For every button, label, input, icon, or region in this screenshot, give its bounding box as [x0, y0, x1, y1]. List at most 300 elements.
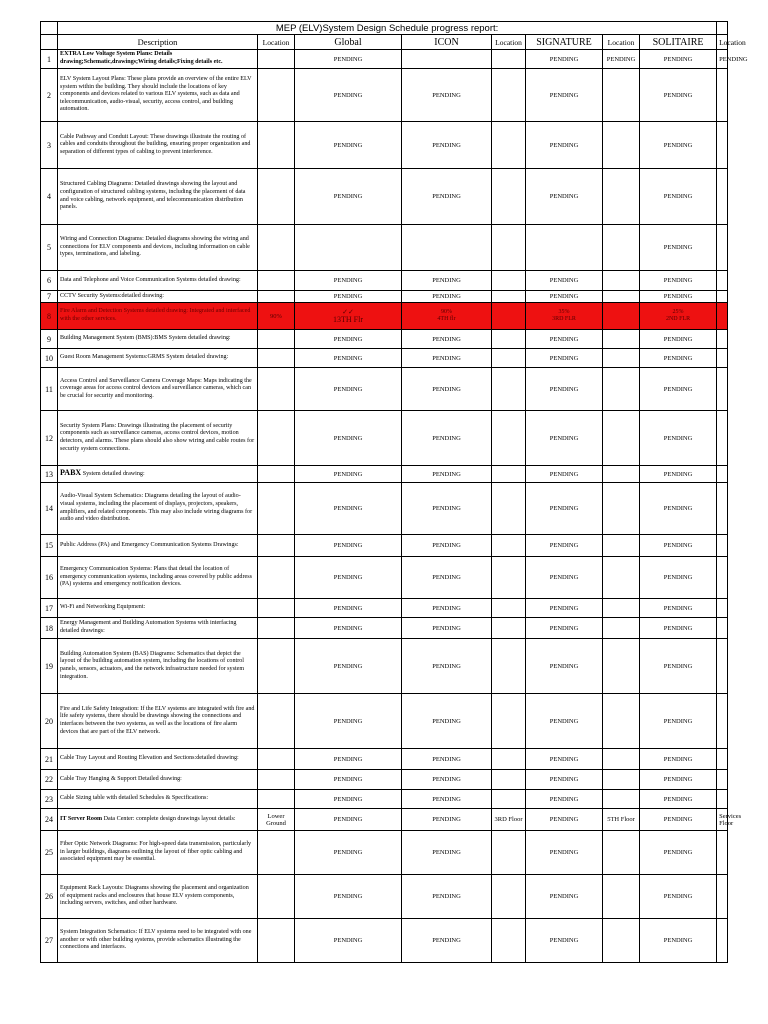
- location-global: [258, 50, 295, 69]
- description-text: Wi-Fi and Networking Equipment:: [60, 604, 146, 611]
- description-text: Cable Tray Layout and Routing Elevation and Sections:detailed drawing:: [60, 755, 239, 762]
- location-icon: [492, 225, 526, 271]
- status-signature: PENDING: [526, 330, 603, 349]
- table-row: [41, 411, 728, 466]
- location-solitaire: [717, 790, 728, 809]
- status-global: PENDING: [295, 749, 402, 770]
- location-signature: 5TH Floor: [603, 809, 640, 831]
- row-description: [58, 69, 258, 122]
- row-number: 10: [41, 349, 58, 368]
- signature-floor: 3RD FLR: [552, 316, 576, 322]
- location-global: [258, 368, 295, 411]
- row-number: 1: [41, 50, 58, 69]
- status-signature: PENDING: [526, 122, 603, 169]
- global-floor: 13TH Flr: [333, 314, 363, 324]
- col-location-icon: Location: [492, 35, 526, 50]
- status-solitaire: PENDING: [640, 535, 717, 557]
- title-row: [41, 22, 728, 35]
- status-icon: PENDING: [402, 411, 492, 466]
- location-global: [258, 770, 295, 790]
- row-description: [58, 694, 258, 749]
- table-row: [41, 557, 728, 599]
- location-signature: [603, 535, 640, 557]
- location-icon: [492, 557, 526, 599]
- description-text: Fire and Life Safety Integration: If the ELV systems are integrated with fire and life safety systems, there should be drawings showing the connections and interfaces between the two systems, as well as the locations of fire alarm devices that are part of the ELV network.: [60, 705, 255, 735]
- status-icon: PENDING: [402, 483, 492, 535]
- location-global: [258, 749, 295, 770]
- status-solitaire: PENDING: [640, 466, 717, 483]
- location-global: 90%: [258, 303, 295, 330]
- row-number: 18: [41, 618, 58, 639]
- status-signature: PENDING: [526, 809, 603, 831]
- status-signature: PENDING: [526, 271, 603, 291]
- row-number: 17: [41, 599, 58, 618]
- table-row: [41, 225, 728, 271]
- description-text: Equipment Rack Layouts: Diagrams showing the placement and organization of equipment racks and enclosures that house ELV system components, including servers, switches, and other hardware.: [60, 885, 249, 907]
- status-signature: PENDING: [526, 919, 603, 963]
- location-global: [258, 639, 295, 694]
- row-description: [58, 349, 258, 368]
- status-icon: PENDING: [402, 122, 492, 169]
- location-icon: [492, 749, 526, 770]
- status-global: PENDING: [295, 466, 402, 483]
- status-global: PENDING: [295, 291, 402, 303]
- location-solitaire: [717, 349, 728, 368]
- location-signature: [603, 271, 640, 291]
- status-icon: PENDING: [402, 599, 492, 618]
- status-signature: PENDING: [526, 483, 603, 535]
- location-icon: [492, 875, 526, 919]
- description-text: Structured Cabling Diagrams: Detailed drawings showing the layout and configuration of structured cabling systems, including the placement of data and voice cabling, network equipment, and telecommunication distribution panels.: [60, 181, 246, 211]
- row-number: 26: [41, 875, 58, 919]
- row-description: [58, 875, 258, 919]
- status-global: PENDING: [295, 919, 402, 963]
- row-number: 8: [41, 303, 58, 330]
- status-signature: PENDING: [526, 790, 603, 809]
- status-solitaire: PENDING: [640, 368, 717, 411]
- status-global: PENDING: [295, 69, 402, 122]
- status-icon: PENDING: [402, 535, 492, 557]
- row-number: 25: [41, 831, 58, 875]
- description-text: System Integration Schematics: If ELV systems need to be integrated with one another or with other building systems, provide schematics illustrating the connections and interfaces.: [60, 929, 252, 951]
- row-description: [58, 535, 258, 557]
- status-global: [295, 303, 402, 330]
- status-icon: PENDING: [402, 368, 492, 411]
- table-row: [41, 122, 728, 169]
- location-signature: [603, 618, 640, 639]
- row-description: [58, 122, 258, 169]
- status-global: PENDING: [295, 411, 402, 466]
- status-icon: PENDING: [402, 770, 492, 790]
- status-icon: PENDING: [402, 639, 492, 694]
- location-icon: [492, 349, 526, 368]
- status-solitaire: PENDING: [640, 599, 717, 618]
- description-text: Data Center: complete design drawings layout details:: [102, 815, 236, 822]
- table-row: [41, 599, 728, 618]
- location-solitaire: [717, 271, 728, 291]
- location-icon: [492, 368, 526, 411]
- location-signature: [603, 368, 640, 411]
- location-global: [258, 271, 295, 291]
- location-solitaire: [717, 291, 728, 303]
- status-solitaire: PENDING: [640, 291, 717, 303]
- status-solitaire: PENDING: [640, 69, 717, 122]
- location-global: [258, 919, 295, 963]
- row-description: [58, 225, 258, 271]
- location-signature: [603, 749, 640, 770]
- description-prefix: EXTRA Low Voltage System Plans: Details drawing;Schematic,drawings;Wiring details;Fixing details etc.: [60, 51, 223, 65]
- row-description: [58, 749, 258, 770]
- table-row: [41, 69, 728, 122]
- location-icon: [492, 790, 526, 809]
- location-icon: [492, 271, 526, 291]
- status-icon: PENDING: [402, 831, 492, 875]
- table-row: [41, 271, 728, 291]
- description-text: CCTV Security Systems:detailed drawing:: [60, 292, 164, 299]
- status-signature: [526, 225, 603, 271]
- status-solitaire: PENDING: [640, 349, 717, 368]
- location-solitaire: [717, 330, 728, 349]
- location-signature: [603, 349, 640, 368]
- status-solitaire: PENDING: [640, 557, 717, 599]
- location-solitaire: [717, 122, 728, 169]
- location-solitaire: [717, 225, 728, 271]
- location-signature: [603, 557, 640, 599]
- table-row: [41, 831, 728, 875]
- location-signature: [603, 291, 640, 303]
- table-row: [41, 50, 728, 69]
- location-icon: 3RD Floor: [492, 809, 526, 831]
- status-global: PENDING: [295, 694, 402, 749]
- table-row: [41, 349, 728, 368]
- row-number: 6: [41, 271, 58, 291]
- table-row: [41, 639, 728, 694]
- location-signature: [603, 303, 640, 330]
- location-global: [258, 599, 295, 618]
- row-description: [58, 919, 258, 963]
- row-number: 22: [41, 770, 58, 790]
- location-signature: [603, 790, 640, 809]
- status-solitaire: PENDING: [640, 169, 717, 225]
- status-solitaire: [640, 303, 717, 330]
- status-solitaire: PENDING: [640, 749, 717, 770]
- icon-percent: 90%: [441, 309, 452, 315]
- status-global: PENDING: [295, 368, 402, 411]
- description-text: Cable Pathway and Conduit Layout: These drawings illustrate the routing of cables and conduits throughout the building, ensuring proper organization and separation of different types of cabling to prevent interference.: [60, 133, 251, 155]
- location-solitaire: [717, 466, 728, 483]
- location-icon: [492, 330, 526, 349]
- location-icon: [492, 303, 526, 330]
- description-text: Data and Telephone and Voice Communication Systems detailed drawing:: [60, 276, 241, 283]
- status-icon: PENDING: [402, 875, 492, 919]
- row-number: 27: [41, 919, 58, 963]
- status-icon: PENDING: [402, 749, 492, 770]
- status-solitaire: PENDING: [640, 122, 717, 169]
- status-signature: PENDING: [526, 291, 603, 303]
- row-description: [58, 809, 258, 831]
- description-text: ELV System Layout Plans: These plans provide an overview of the entire ELV system within the building. They should include the locations of key components and devices related to various ELV systems, such as data and telecommunication, audio-visual, security, access control, and building automation.: [60, 76, 252, 113]
- checkmark-icon: ✓✓: [342, 307, 354, 316]
- status-solitaire: PENDING: [640, 330, 717, 349]
- location-icon: [492, 169, 526, 225]
- table-row: [41, 790, 728, 809]
- row-number: 20: [41, 694, 58, 749]
- status-global: PENDING: [295, 809, 402, 831]
- status-signature: PENDING: [526, 535, 603, 557]
- status-global: PENDING: [295, 557, 402, 599]
- description-prefix-bold: [60, 51, 223, 65]
- description-text: Energy Management and Building Automation Systems with interfacing detailed drawings:: [60, 620, 237, 634]
- header-row: [41, 35, 728, 50]
- status-global: PENDING: [295, 169, 402, 225]
- description-text: Public Address (PA) and Emergency Communication Systems Drawings:: [60, 541, 239, 548]
- status-global: PENDING: [295, 50, 402, 69]
- row-description: [58, 330, 258, 349]
- location-signature: [603, 466, 640, 483]
- row-number: 2: [41, 69, 58, 122]
- table-row: [41, 303, 728, 330]
- location-global: [258, 557, 295, 599]
- location-signature: [603, 122, 640, 169]
- status-solitaire: PENDING: [640, 411, 717, 466]
- status-solitaire: PENDING: [640, 639, 717, 694]
- status-icon: [402, 225, 492, 271]
- status-signature: PENDING: [526, 831, 603, 875]
- solitaire-floor: 2ND FLR: [665, 316, 691, 322]
- row-number: 15: [41, 535, 58, 557]
- status-signature: PENDING: [526, 875, 603, 919]
- status-solitaire: PENDING: [640, 831, 717, 875]
- status-icon: PENDING: [402, 349, 492, 368]
- table-row: [41, 694, 728, 749]
- report-title: MEP (ELV)System Design Schedule progress report:: [58, 22, 717, 35]
- status-solitaire: PENDING: [640, 809, 717, 831]
- row-number: 21: [41, 749, 58, 770]
- location-signature: [603, 919, 640, 963]
- location-icon: [492, 919, 526, 963]
- row-description: [58, 831, 258, 875]
- solitaire-percent: 25%: [672, 309, 684, 315]
- status-solitaire: PENDING: [640, 50, 717, 69]
- location-solitaire: [717, 411, 728, 466]
- location-solitaire: [717, 69, 728, 122]
- row-number: 14: [41, 483, 58, 535]
- location-solitaire: [717, 169, 728, 225]
- status-global: PENDING: [295, 639, 402, 694]
- location-solitaire: [717, 599, 728, 618]
- location-solitaire: [717, 749, 728, 770]
- status-signature: PENDING: [526, 349, 603, 368]
- table-row: [41, 291, 728, 303]
- location-icon: [492, 466, 526, 483]
- location-global: [258, 831, 295, 875]
- row-description: [58, 291, 258, 303]
- location-signature: [603, 330, 640, 349]
- row-description: [58, 50, 258, 69]
- status-icon: [402, 303, 492, 330]
- row-number: 11: [41, 368, 58, 411]
- table-row: [41, 875, 728, 919]
- signature-percent: 35%: [558, 309, 570, 315]
- table-row: [41, 809, 728, 831]
- status-solitaire: PENDING: [640, 483, 717, 535]
- status-icon: PENDING: [402, 694, 492, 749]
- status-signature: PENDING: [526, 618, 603, 639]
- location-icon: [492, 122, 526, 169]
- description-text: Cable Tray Hanging & Support Detailed drawing:: [60, 775, 182, 782]
- status-solitaire: PENDING: [640, 875, 717, 919]
- location-solitaire: [717, 639, 728, 694]
- description-text: Cable Sizing table with detailed Schedules & Specifications:: [60, 795, 209, 802]
- location-global: [258, 122, 295, 169]
- status-global: PENDING: [295, 875, 402, 919]
- status-global: PENDING: [295, 122, 402, 169]
- location-solitaire: Services Floor: [717, 809, 728, 831]
- location-global: [258, 225, 295, 271]
- location-solitaire: [717, 919, 728, 963]
- location-solitaire: PENDING: [717, 50, 728, 69]
- status-global: PENDING: [295, 790, 402, 809]
- location-solitaire: [717, 875, 728, 919]
- status-signature: PENDING: [526, 599, 603, 618]
- location-icon: [492, 639, 526, 694]
- location-signature: [603, 694, 640, 749]
- location-signature: [603, 69, 640, 122]
- location-solitaire: [717, 557, 728, 599]
- location-icon: [492, 831, 526, 875]
- description-text: Emergency Communication Systems: Plans that detail the location of emergency communication systems, including areas covered by public address (PA) systems and emergency notification devices.: [60, 566, 252, 588]
- location-global: [258, 169, 295, 225]
- table-row: [41, 483, 728, 535]
- table-row: [41, 749, 728, 770]
- row-description: [58, 169, 258, 225]
- status-global: [295, 225, 402, 271]
- location-icon: [492, 50, 526, 69]
- status-solitaire: PENDING: [640, 225, 717, 271]
- status-global: PENDING: [295, 483, 402, 535]
- location-global: [258, 69, 295, 122]
- row-description: [58, 368, 258, 411]
- status-solitaire: PENDING: [640, 790, 717, 809]
- status-signature: PENDING: [526, 639, 603, 694]
- description-prefix: PABX: [60, 468, 82, 478]
- status-global: PENDING: [295, 349, 402, 368]
- table-row: [41, 535, 728, 557]
- col-global: Global: [295, 35, 402, 50]
- status-icon: PENDING: [402, 809, 492, 831]
- location-signature: [603, 169, 640, 225]
- location-icon: [492, 483, 526, 535]
- status-icon: PENDING: [402, 790, 492, 809]
- location-global: Lower Ground: [258, 809, 295, 831]
- col-signature: SIGNATURE: [526, 35, 603, 50]
- icon-floor: 4TH flr: [437, 316, 456, 322]
- description-text: Audio-Visual System Schematics: Diagrams detailing the layout of audio-visual systems, including the placement of displays, projectors, speakers, amplifiers, and related components. This may also include wiring diagrams for audio and video distribution.: [60, 493, 253, 523]
- col-location-global: Location: [258, 35, 295, 50]
- status-icon: [402, 50, 492, 69]
- status-icon: PENDING: [402, 330, 492, 349]
- status-signature: [526, 303, 603, 330]
- location-icon: [492, 411, 526, 466]
- row-description: [58, 483, 258, 535]
- location-solitaire: [717, 303, 728, 330]
- status-global: PENDING: [295, 618, 402, 639]
- status-global: PENDING: [295, 535, 402, 557]
- location-global: [258, 535, 295, 557]
- location-global: [258, 411, 295, 466]
- status-signature: PENDING: [526, 368, 603, 411]
- status-icon: PENDING: [402, 291, 492, 303]
- description-prefix-bold: [60, 468, 82, 478]
- location-global: [258, 330, 295, 349]
- location-signature: [603, 875, 640, 919]
- location-icon: [492, 291, 526, 303]
- col-description: Description: [58, 35, 258, 50]
- row-description: [58, 639, 258, 694]
- description-text: Building Management System (BMS):BMS System detailed drawing:: [60, 335, 231, 342]
- table-row: [41, 618, 728, 639]
- row-description: [58, 790, 258, 809]
- row-description: [58, 770, 258, 790]
- table-row: [41, 919, 728, 963]
- row-number: 24: [41, 809, 58, 831]
- location-icon: [492, 618, 526, 639]
- row-number: 13: [41, 466, 58, 483]
- table-row: [41, 466, 728, 483]
- status-signature: PENDING: [526, 69, 603, 122]
- location-global: [258, 694, 295, 749]
- row-description: [58, 599, 258, 618]
- location-solitaire: [717, 618, 728, 639]
- col-location-solitaire: Location: [717, 35, 728, 50]
- table-row: [41, 770, 728, 790]
- description-text: Access Control and Surveillance Camera Coverage Maps: Maps indicating the coverage areas for access control devices and surveillance cameras, which can be crucial for security and monitoring.: [60, 377, 252, 399]
- status-global: PENDING: [295, 330, 402, 349]
- location-global: [258, 483, 295, 535]
- row-number: 7: [41, 291, 58, 303]
- row-number: 23: [41, 790, 58, 809]
- row-description: [58, 466, 258, 483]
- status-icon: PENDING: [402, 557, 492, 599]
- location-signature: PENDING: [603, 50, 640, 69]
- row-description: [58, 618, 258, 639]
- location-icon: [492, 694, 526, 749]
- description-text: Fiber Optic Network Diagrams: For high-speed data transmission, particularly in larger buildings, diagrams outlining the layout of fiber optic cabling and associated equipment may be essential.: [60, 841, 252, 863]
- location-global: [258, 349, 295, 368]
- location-signature: [603, 411, 640, 466]
- row-description: [58, 411, 258, 466]
- location-solitaire: [717, 535, 728, 557]
- col-solitaire: SOLITAIRE: [640, 35, 717, 50]
- status-global: PENDING: [295, 271, 402, 291]
- status-solitaire: PENDING: [640, 919, 717, 963]
- location-solitaire: [717, 694, 728, 749]
- location-solitaire: [717, 368, 728, 411]
- location-global: [258, 875, 295, 919]
- row-description: [58, 557, 258, 599]
- row-number: 12: [41, 411, 58, 466]
- status-solitaire: PENDING: [640, 271, 717, 291]
- location-signature: [603, 225, 640, 271]
- status-solitaire: PENDING: [640, 618, 717, 639]
- status-icon: PENDING: [402, 169, 492, 225]
- status-icon: PENDING: [402, 271, 492, 291]
- location-signature: [603, 639, 640, 694]
- status-signature: PENDING: [526, 694, 603, 749]
- status-icon: PENDING: [402, 618, 492, 639]
- row-number: 9: [41, 330, 58, 349]
- row-number: 4: [41, 169, 58, 225]
